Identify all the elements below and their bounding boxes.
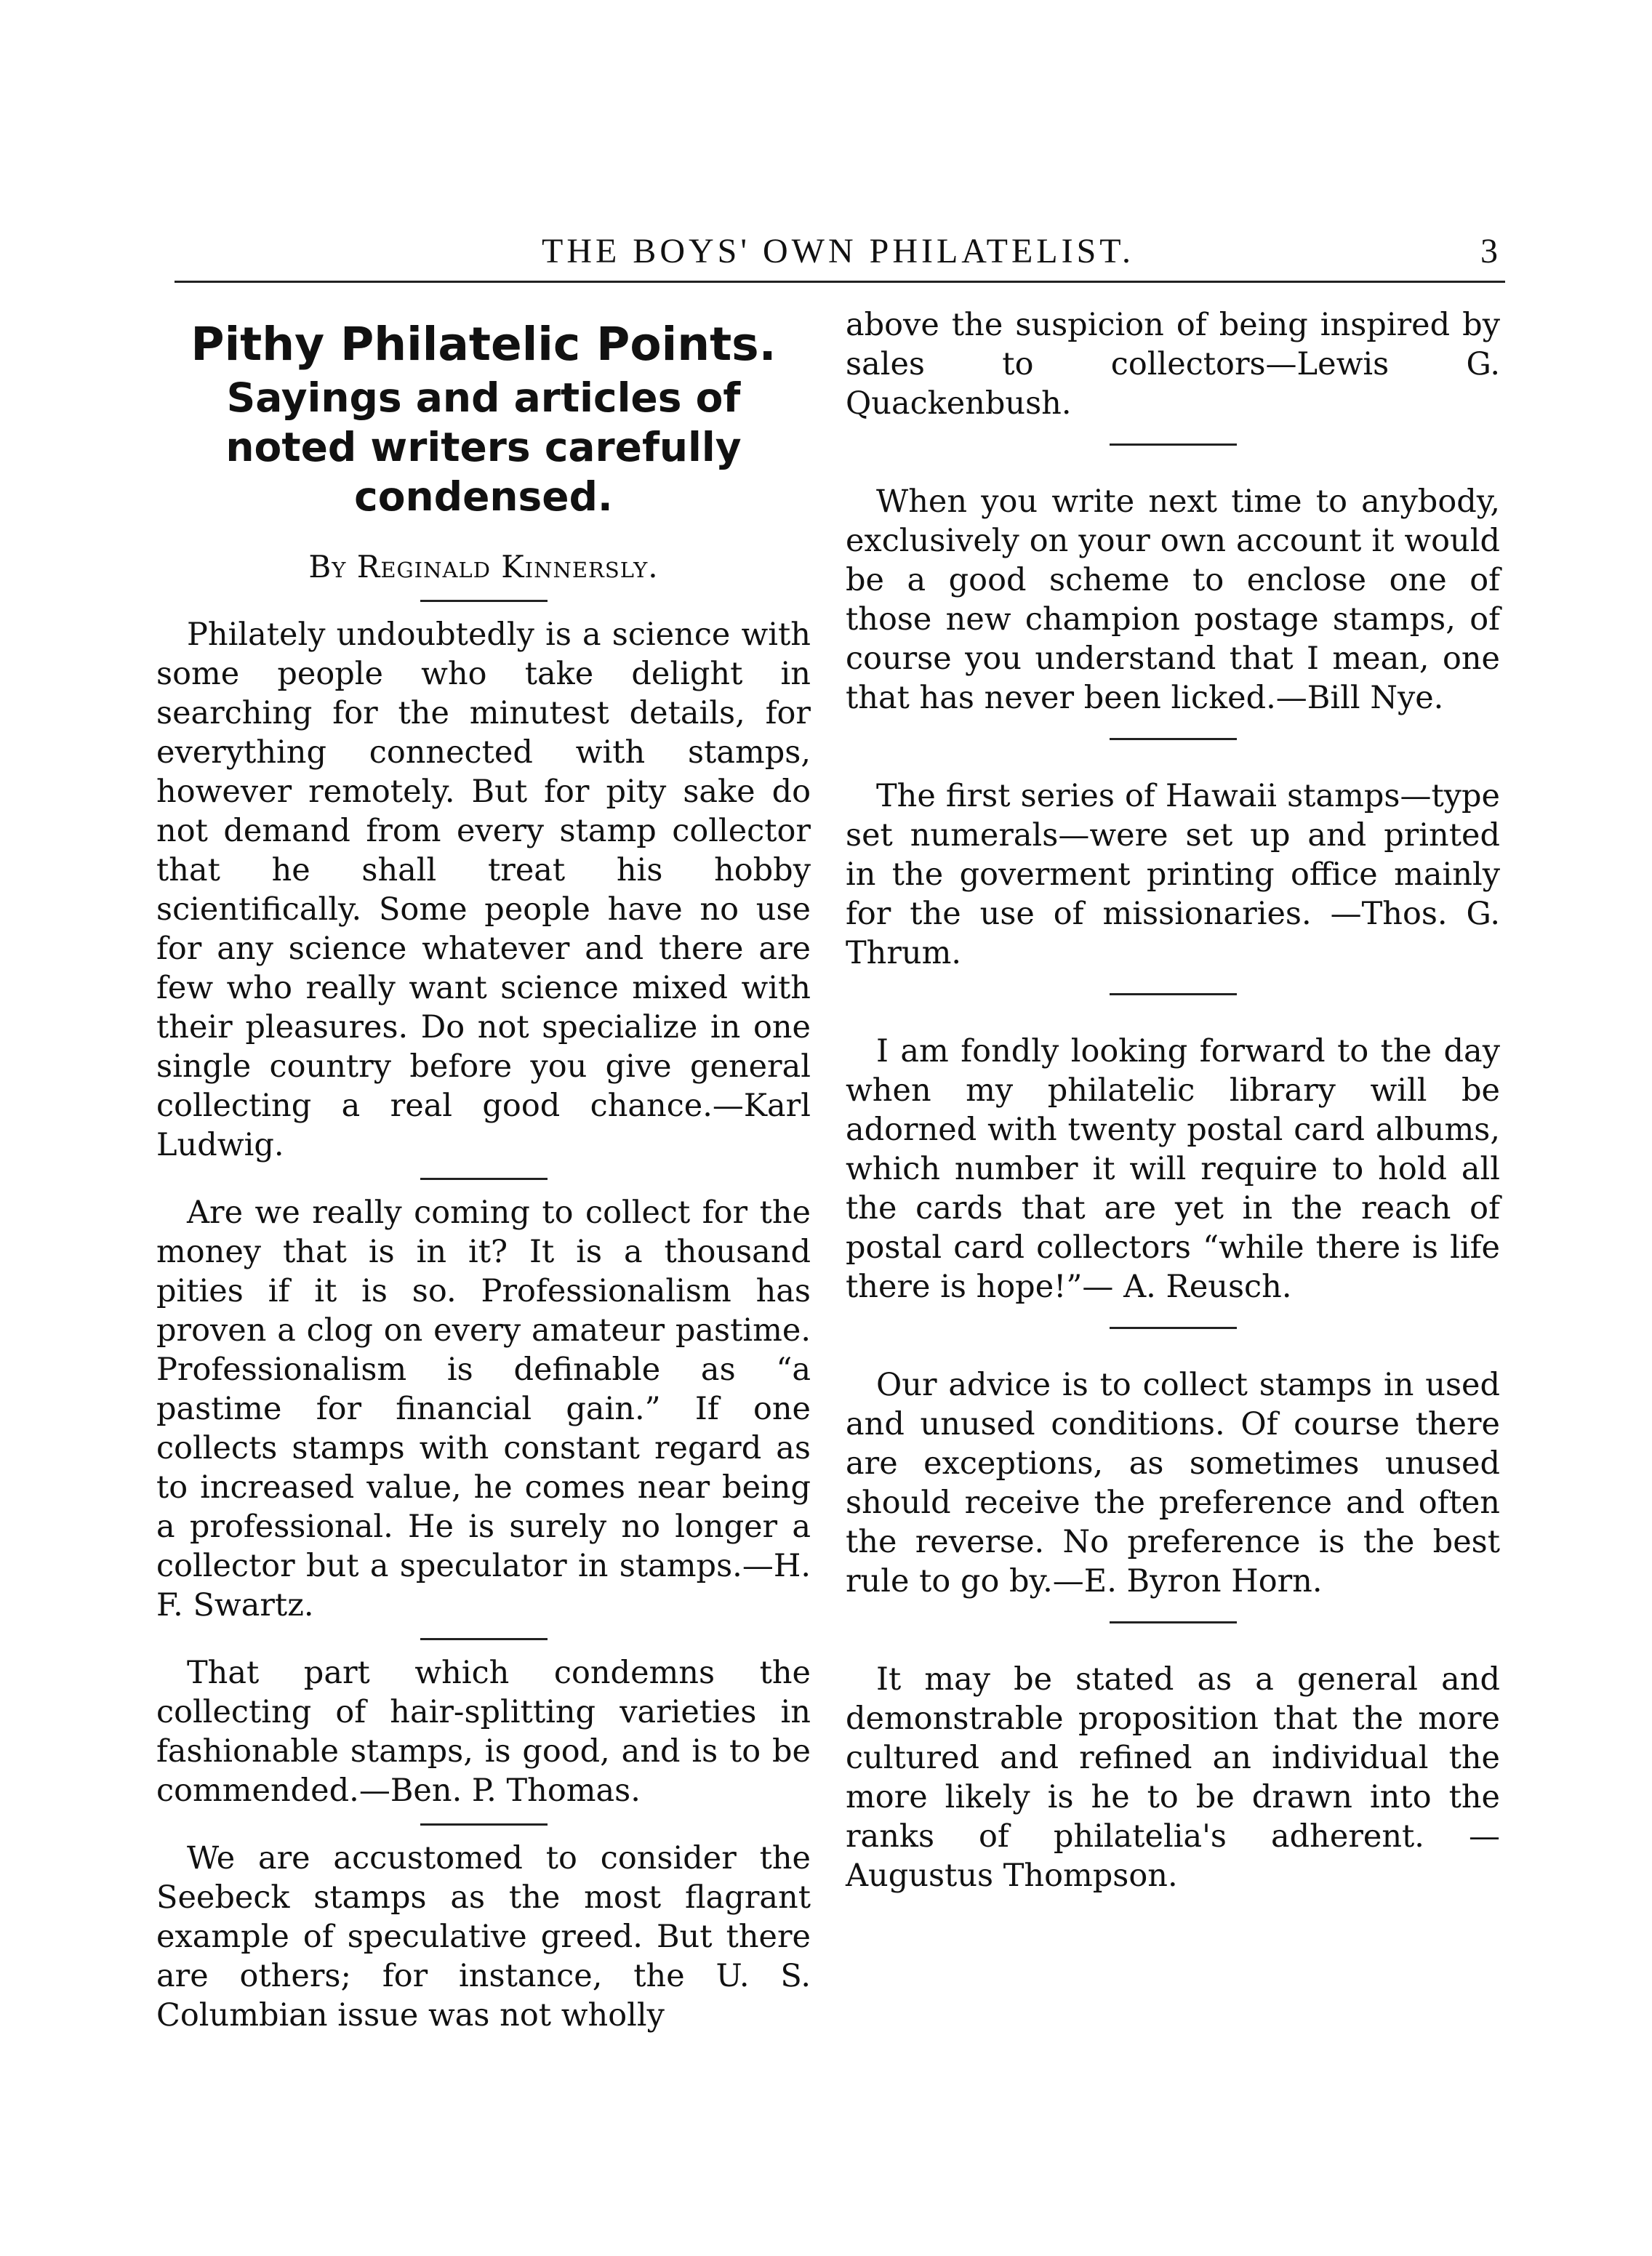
left-column	[156, 305, 811, 2035]
running-title: THE BOYS' OWN PHILATELIST.	[542, 232, 1135, 270]
separator-rule	[1110, 738, 1237, 740]
separator-rule	[1110, 443, 1237, 446]
separator-rule	[1110, 1327, 1237, 1329]
paragraph-quackenbush-end: above the suspicion of being inspired by sales to collectors—Lewis G. Quackenbush.	[846, 307, 1500, 422]
paragraph-ludwig: Philately undoubtedly is a science with some people who take delight in searching for the minutest details, for everything connected with stamps, however remotely. But for pity sake do not demand from every stamp collector that he shall treat his hobby scientifically. Some people have no use for any science whatever and there are few who really want science mixed with their pleasures. Do not specialize in one single country before you give general collecting a real good chance.—Karl Ludwig.	[156, 617, 811, 1163]
paragraph-thrum: The first series of Hawaii stamps—type set numerals—were set up and printed in the goverment printing office mainly for the use of missionaries. —Thos. G. Thrum.	[846, 778, 1500, 971]
running-head	[175, 231, 1505, 276]
paragraph-nye: When you write next time to anybody, exclusively on your own account it would be a good scheme to enclose one of those new champion postage stamps, of course you understand that I mean, one that has never been licked.—Bill Nye.	[846, 483, 1500, 716]
header-rule	[175, 281, 1505, 283]
paragraph-horn: Our advice is to collect stamps in used and unused conditions. Of course there are exceptions, as sometimes unused should receive the preference and often the reverse. No preference is the best rule to go by.—E. Byron Horn.	[846, 1367, 1500, 1599]
separator-rule	[1110, 1621, 1237, 1623]
paragraph-quackenbush-start: We are accustomed to consider the Seebeck stamps as the most flagrant example of speculative greed. But there are others; for instance, the U. S. Columbian issue was not wholly	[156, 1840, 811, 2034]
article-title: Pithy Philatelic Points.	[191, 318, 777, 371]
article-subtitle: Sayings and articles of noted writers carefully condensed.	[225, 374, 742, 520]
paragraph-swartz: Are we really coming to collect for the money that is in it? It is a thousand pities if it is so. Professionalism has proven a clog on every amateur pastime. Professionalism is definable as “a pastime for financial gain.” If one collects stamps with constant regard as to increased value, he comes near being a professional. He is surely no longer a collector but a speculator in stamps.—H. F. Swartz.	[156, 1195, 811, 1623]
paragraph-thomas: That part which condemns the collecting of hair-splitting varieties in fashionable stamps, is good, and is to be commended.—Ben. P. Thomas.	[156, 1655, 811, 1809]
separator-rule	[420, 1823, 548, 1826]
page-number: 3	[1480, 232, 1498, 270]
separator-rule	[420, 600, 548, 602]
paragraph-reusch: I am fondly looking forward to the day when my philatelic library will be adorned with twenty postal card albums, which number it will require to hold all the cards that are yet in the reach of postal card collectors “while there is life there is hope!”— A. Reusch.	[846, 1033, 1500, 1305]
separator-rule	[420, 1638, 548, 1640]
right-column	[846, 305, 1500, 1895]
separator-rule	[1110, 993, 1237, 995]
byline: By Reginald Kinnersly.	[308, 549, 659, 585]
paragraph-thompson: It may be stated as a general and demonstrable proposition that the more cultured and refined an individual the more likely is he to be drawn into the ranks of philatelia's adherent. —Augustus Thompson.	[846, 1661, 1500, 1894]
separator-rule	[420, 1178, 548, 1180]
